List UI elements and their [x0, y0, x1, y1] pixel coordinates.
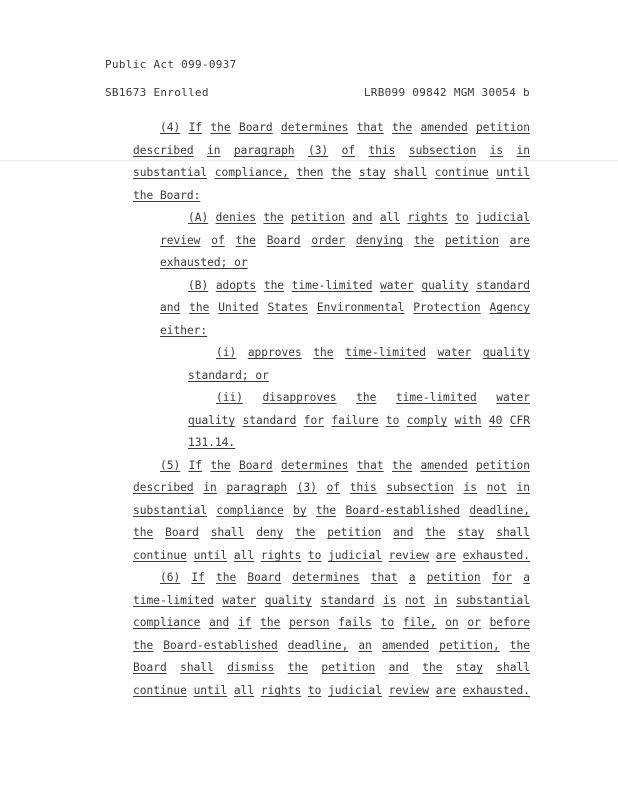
text-line	[133, 549, 530, 562]
word: stay	[455, 661, 483, 674]
word: review	[388, 684, 430, 697]
word: if	[237, 616, 252, 629]
word: the	[235, 234, 256, 247]
scan-artifact-line	[0, 160, 618, 161]
word: the	[263, 211, 284, 224]
word: (6)	[160, 571, 181, 584]
word: petition,	[439, 639, 500, 652]
word: rights	[260, 684, 302, 697]
word: rights	[260, 549, 302, 562]
word: fails	[338, 616, 372, 629]
word: shall	[496, 526, 530, 539]
word: not	[486, 481, 507, 494]
word: standard	[476, 279, 530, 292]
word: approves	[247, 346, 302, 359]
word: substantial	[133, 504, 208, 517]
text-line	[133, 166, 530, 179]
text-line: standard; or	[188, 369, 269, 382]
word: shall	[393, 166, 428, 179]
word: in	[207, 144, 221, 157]
word: deadline,	[469, 504, 530, 517]
word: substantial	[455, 594, 530, 607]
word: (5)	[160, 459, 181, 472]
word: that	[356, 121, 384, 134]
word: this	[368, 144, 396, 157]
word: by	[293, 504, 307, 517]
word: (B)	[188, 279, 209, 292]
word: are	[435, 684, 456, 697]
word: review	[160, 234, 201, 247]
word: the	[413, 234, 435, 247]
word: is	[489, 144, 504, 157]
word: continue	[133, 549, 187, 562]
word: in	[516, 481, 530, 494]
text-line	[133, 481, 530, 494]
word: are	[509, 234, 530, 247]
word: exhausted.	[462, 684, 530, 697]
word: the	[263, 279, 285, 292]
word: the	[331, 166, 352, 179]
word: deny	[256, 526, 284, 539]
word: for	[491, 571, 513, 584]
word: judicial	[328, 549, 382, 562]
word: and	[160, 301, 181, 314]
word: the	[391, 121, 413, 134]
word: file,	[402, 616, 437, 629]
word: in	[203, 481, 217, 494]
word: judicial	[476, 211, 530, 224]
word: adopts	[215, 279, 257, 292]
word: Board	[238, 459, 273, 472]
word: the	[425, 526, 446, 539]
word: denies	[215, 211, 257, 224]
word: or	[467, 616, 481, 629]
text-line: either:	[160, 324, 208, 337]
word: quality	[482, 346, 530, 359]
word: with	[454, 414, 482, 427]
text-line	[133, 594, 530, 607]
word: the	[216, 571, 237, 584]
word: to	[307, 549, 322, 562]
text-line	[188, 279, 530, 292]
word: to	[380, 616, 395, 629]
word: stay	[358, 166, 386, 179]
word: the	[210, 121, 231, 134]
word: are	[435, 549, 456, 562]
word: quality	[188, 414, 236, 427]
word: the	[210, 459, 231, 472]
text-line	[160, 301, 530, 314]
word: petition	[321, 661, 376, 674]
word: water	[496, 391, 530, 404]
word: order	[311, 234, 345, 247]
word: the	[133, 526, 154, 539]
word: time-limited	[345, 346, 426, 359]
word: that	[370, 571, 398, 584]
word: the	[287, 661, 308, 674]
word: in	[516, 144, 530, 157]
word: petition	[426, 571, 481, 584]
word: of	[211, 234, 225, 247]
text-line	[160, 234, 530, 247]
word: compliance,	[214, 166, 289, 179]
word: to	[307, 684, 322, 697]
word: petition	[327, 526, 382, 539]
word: this	[349, 481, 377, 494]
word: is	[382, 594, 397, 607]
word: in	[433, 594, 448, 607]
word: described	[133, 481, 194, 494]
word: compliance	[216, 504, 284, 517]
word: quality	[421, 279, 469, 292]
word: water	[222, 594, 257, 607]
word: the	[509, 639, 530, 652]
word: standard	[320, 594, 375, 607]
word: If	[191, 571, 205, 584]
text-line: exhausted; or	[160, 256, 248, 269]
word: Board	[247, 571, 282, 584]
word: person	[289, 616, 330, 629]
word: CFR	[509, 414, 530, 427]
word: described	[133, 144, 194, 157]
word: determines	[292, 571, 360, 584]
text-line	[216, 346, 530, 359]
word: exhausted.	[462, 549, 530, 562]
word: a	[408, 571, 416, 584]
word: to	[455, 211, 469, 224]
text-line	[188, 211, 530, 224]
word: for	[303, 414, 325, 427]
word: time-limited	[395, 391, 477, 404]
text-line	[133, 661, 530, 674]
word: rights	[407, 211, 448, 224]
word: substantial	[133, 166, 208, 179]
text-line	[188, 414, 530, 427]
word: (A)	[188, 211, 209, 224]
word: water	[380, 279, 414, 292]
word: paragraph	[226, 481, 288, 494]
word: Board	[133, 661, 167, 674]
word: United	[218, 301, 259, 314]
word: 40	[488, 414, 503, 427]
word: (i)	[216, 346, 237, 359]
word: the	[189, 301, 210, 314]
text-line	[216, 391, 530, 404]
word: comply	[406, 414, 448, 427]
text-line	[133, 639, 530, 652]
text-line	[160, 459, 530, 472]
word: then	[296, 166, 324, 179]
word: petition	[445, 234, 499, 247]
word: shall	[210, 526, 245, 539]
word: is	[463, 481, 477, 494]
word: amended	[381, 639, 430, 652]
word: determines	[280, 459, 349, 472]
word: Board	[266, 234, 301, 247]
word: of	[326, 481, 341, 494]
text-line: the Board:	[133, 189, 201, 202]
word: the	[313, 346, 334, 359]
word: (3)	[307, 144, 329, 157]
text-line	[133, 144, 530, 157]
word: time-limited	[291, 279, 373, 292]
text-line	[133, 504, 530, 517]
text-line: 131.14.	[188, 436, 236, 449]
word: until	[496, 166, 530, 179]
word: and	[393, 526, 414, 539]
word: disapproves	[262, 391, 337, 404]
word: States	[267, 301, 308, 314]
word: (ii)	[216, 391, 243, 404]
word: continue	[133, 684, 187, 697]
word: shall	[180, 661, 214, 674]
word: the	[133, 639, 154, 652]
word: until	[193, 684, 228, 697]
text-line	[160, 121, 530, 134]
word: a	[523, 571, 530, 584]
word: before	[489, 616, 530, 629]
word: stay	[457, 526, 485, 539]
word: that	[356, 459, 384, 472]
text-line	[160, 571, 530, 584]
word: the	[260, 616, 281, 629]
word: on	[445, 616, 459, 629]
word: and	[209, 616, 230, 629]
word: judicial	[328, 684, 382, 697]
word: the	[391, 459, 413, 472]
word: and	[352, 211, 373, 224]
word: water	[437, 346, 472, 359]
word: standard	[242, 414, 297, 427]
word: the	[422, 661, 443, 674]
word: (4)	[160, 121, 181, 134]
word: Board-established	[163, 639, 278, 652]
word: not	[405, 594, 426, 607]
word: If	[188, 459, 203, 472]
word: continue	[434, 166, 489, 179]
word: petition	[290, 211, 345, 224]
word: compliance	[133, 616, 201, 629]
word: subsection	[408, 144, 477, 157]
word: paragraph	[233, 144, 295, 157]
text-line	[133, 684, 530, 697]
word: and	[388, 661, 409, 674]
word: an	[358, 639, 372, 652]
word: time-limited	[133, 594, 214, 607]
word: of	[341, 144, 356, 157]
bill-status: SB1673 Enrolled	[105, 86, 209, 99]
word: the	[356, 391, 377, 404]
public-act-number: Public Act 099-0937	[105, 58, 237, 71]
word: all	[233, 684, 255, 697]
word: (3)	[296, 481, 317, 494]
word: Board	[238, 121, 273, 134]
word: denying	[355, 234, 404, 247]
word: amended	[420, 121, 468, 134]
word: dismiss	[227, 661, 275, 674]
word: failure	[331, 414, 379, 427]
word: the	[295, 526, 316, 539]
word: Environmental	[316, 301, 405, 314]
lrb-number: LRB099 09842 MGM 30054 b	[363, 86, 530, 99]
word: review	[388, 549, 430, 562]
word: petition	[476, 459, 530, 472]
word: Board	[165, 526, 199, 539]
word: all	[379, 211, 401, 224]
word: Agency	[489, 301, 530, 314]
word: Board-established	[345, 504, 460, 517]
word: If	[188, 121, 203, 134]
word: shall	[496, 661, 530, 674]
word: amended	[420, 459, 468, 472]
text-line	[133, 616, 530, 629]
word: all	[233, 549, 255, 562]
word: subsection	[386, 481, 454, 494]
word: deadline,	[287, 639, 349, 652]
word: quality	[264, 594, 312, 607]
word: petition	[476, 121, 530, 134]
text-line	[133, 526, 530, 539]
word: until	[193, 549, 228, 562]
word: determines	[280, 121, 349, 134]
word: to	[385, 414, 400, 427]
word: the	[315, 504, 337, 517]
word: Protection	[413, 301, 481, 314]
